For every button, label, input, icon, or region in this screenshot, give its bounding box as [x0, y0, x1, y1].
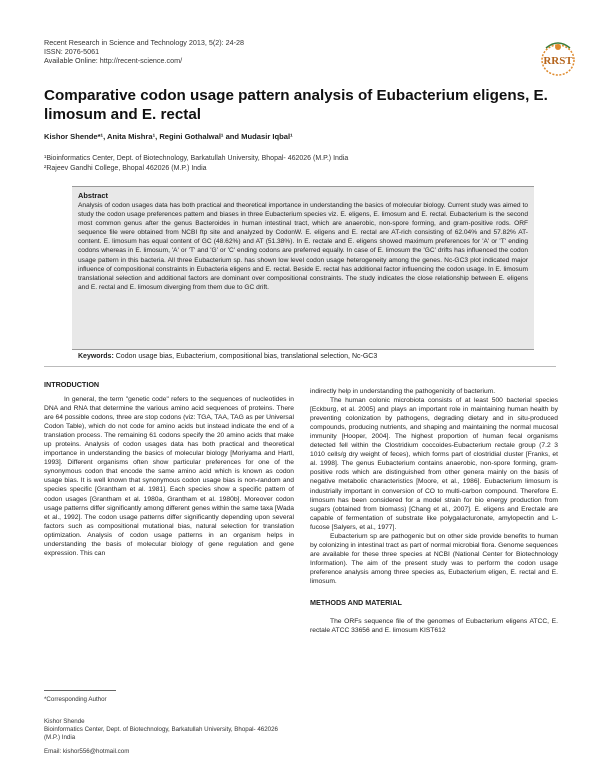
journal-logo	[532, 38, 584, 80]
keywords-text: Codon usage bias, Eubacterium, compositional bias, translational selection, Nc-GC3	[115, 353, 378, 360]
abstract-heading: Abstract	[78, 191, 108, 200]
introduction-body	[44, 395, 294, 558]
author-email: Email: kishor556@hotmail.com	[44, 748, 130, 756]
journal-availability: Available Online: http://recent-science.com/	[44, 56, 183, 65]
corresponding-author-note: *Corresponding Author	[44, 696, 107, 703]
keywords	[78, 353, 538, 360]
introduction-heading: INTRODUCTION	[44, 380, 100, 389]
right-column	[310, 387, 558, 635]
keywords-label: Keywords:	[78, 353, 114, 360]
methods-paragraph: The ORFs sequence file of the genomes of Eubacterium eligens ATCC, E. rectale ATCC 33656 and E. limosum KIST612	[310, 618, 558, 635]
abstract-text: Analysis of codon usages data has both practical and theoretical importance in understanding the basics of molecular biology. Current study was aimed to study the codon usage preferences pattern and biases in three Eubacterium species viz. E. eligens, E. limosum and E. rectal. Eubacterium is the second most common genus after the genus Bacteroides in human intestinal tract, which are anaerobic, non-spore forming, and gram-positive rods. ORF sequence file were obtained from NCBI ftp site and analyzed by CodonW. E. eligens and E. rectal are AT-rich consisting of 62.04% and 57.82% AT-content. E. limosum has equal content of GC (48.62%) and AT (51.38%). In E. rectale and E. eligens showed maximum preferences for 'A' or 'T' ending codons whereas in E. limosum, 'A' or 'T' and 'G' or 'C' ending codons are preferred equally. In case of E. limosum the 'GC' drifts has influenced the codon usage pattern in this bacteria. All three Eubacterium sp. has shown low level codon usage heterogeneity among the genes. Nc-GC3 plot indicated major influence of compositional constraints in Eubacteria eligens and E. rectal. Beside E. rectal has additional factor influencing the codon usage. In E. limosum translational selection and additional factors are dominant over compositional constraints. The study indicates the close relationship between E. eligens and E. rectal and E. limosum diverging from them due to GC drift.	[78, 202, 528, 291]
paper-authors: Kishor Shende*¹, Anita Mishra¹, Regini Gothalwal¹ and Mudasir Iqbal¹	[44, 132, 293, 141]
author-address: Bioinformatics Center, Dept. of Biotechnology, Barkatullah University, Bhopal- 462026 (M.P.) India	[44, 726, 278, 742]
author-name: Kishor Shende	[44, 718, 85, 725]
paper-title: Comparative codon usage pattern analysis of Eubacterium eligens, E. limosum and E. rectal	[44, 87, 548, 123]
journal-header	[44, 38, 244, 65]
author-contact	[44, 718, 284, 756]
methods-heading: METHODS AND MATERIAL	[310, 598, 402, 608]
rrst-logo-icon	[532, 38, 584, 80]
footnote-rule	[44, 690, 116, 691]
section-divider	[44, 366, 556, 367]
affiliation-2: ²Rajeev Gandhi College, Bhopal 462026 (M.P.) India	[44, 164, 207, 172]
introduction-paragraph: In general, the term "genetic code" refers to the sequences of nucleotides in DNA and RNA that determine the various amino acid sequences of proteins. There are 64 possible codons, three are stop codons (viz: TGA, TAA, TAG as per Universal Codon Table), which do not code for amino acids but instead indicate the end of a translation process. The remaining 61 codons specify the 20 amino acids that make up proteins. Analysis of codon usages data has both practical and theoretical importance in understanding the basics of molecular biology [Moriyama and Hartl, 1993]. Different organisms often show particular preferences for one of the synonymous codon that encode the same amino acid which is known as codon usage bias. It is well known that synonymous codon usage bias is non-random and species specific [Grantham et al. 1981]. Each species show a specific pattern of codon usages [Grantham et al. 1980a, Grantham et al. 1980b]. Moreover codon usage patterns differ significantly among different genes within the same taxa [Wada et al., 1992]. The codon usage patterns differ significantly depending upon several factors such as compositional mutational bias, natural selection for translation optimization. Analysis of codon usage patterns in an organism helps in understanding the basis of molecular biology of gene regulation and gene expression. This can	[44, 396, 294, 557]
intro-continuation: indirectly help in understanding the pathogenicity of bacterium.	[310, 388, 496, 395]
affiliations	[44, 154, 348, 173]
aim-paragraph: Eubacterium sp are pathogenic but on other side provide benefits to human by colonizing in intestinal tract as part of normal microbial flora. Genome sequences are available for these three species at NCBI (National Center for Biotechnology Information). The aim of the present study was to perform the codon usage preference analysis among three species as, Eubacterium eligen, E. rectal and E. limosum.	[310, 532, 558, 585]
affiliation-1: ¹Bioinformatics Center, Dept. of Biotechnology, Barkatullah University, Bhopal- 462026 (M.P.) India	[44, 155, 349, 162]
journal-issn: ISSN: 2076-5061	[44, 47, 100, 56]
journal-citation: Recent Research in Science and Technology 2013, 5(2): 24-28	[44, 38, 245, 47]
logo-text: RRST	[543, 55, 573, 67]
abstract-box	[72, 186, 534, 350]
microbiota-paragraph: The human colonic microbiota consists of at least 500 bacterial species [Eckburg, et al. 2005] and plays an important role in maintaining human health by preventing colonization by pathogens, degrading dietary and in situ-produced compounds, producing nutrients, and shaping and maintaining the normal mucosal immunity [Hooper, 2004]. The highest proportion of human fecal organisms detected fell within the Clostridium coccoides-Eubacterium rectale group (7.2 3 1010 cells/g dry weight of feces), which forms part of clostridial cluster [Franks, et al. 1998]. The genus Eubacterium contains anaerobic, non-spore forming, gram-positive rods which are distinguished from other genera mainly on the basis of negative metabolic characteristics [Moore, et al., 1986]. Eubacterium limosum is industrially important in conversion of CO to multi-carbon compound. Therefore E. limosum has been considered for a model strain for bio energy production from sugars (obtained from biomass) [Chang et al., 2007]. E. eligens and Erectale are capable of fermentation of substrate like polygalacturonate, amylopectin and L-fucose [Salyers, et al., 1977].	[310, 397, 558, 531]
